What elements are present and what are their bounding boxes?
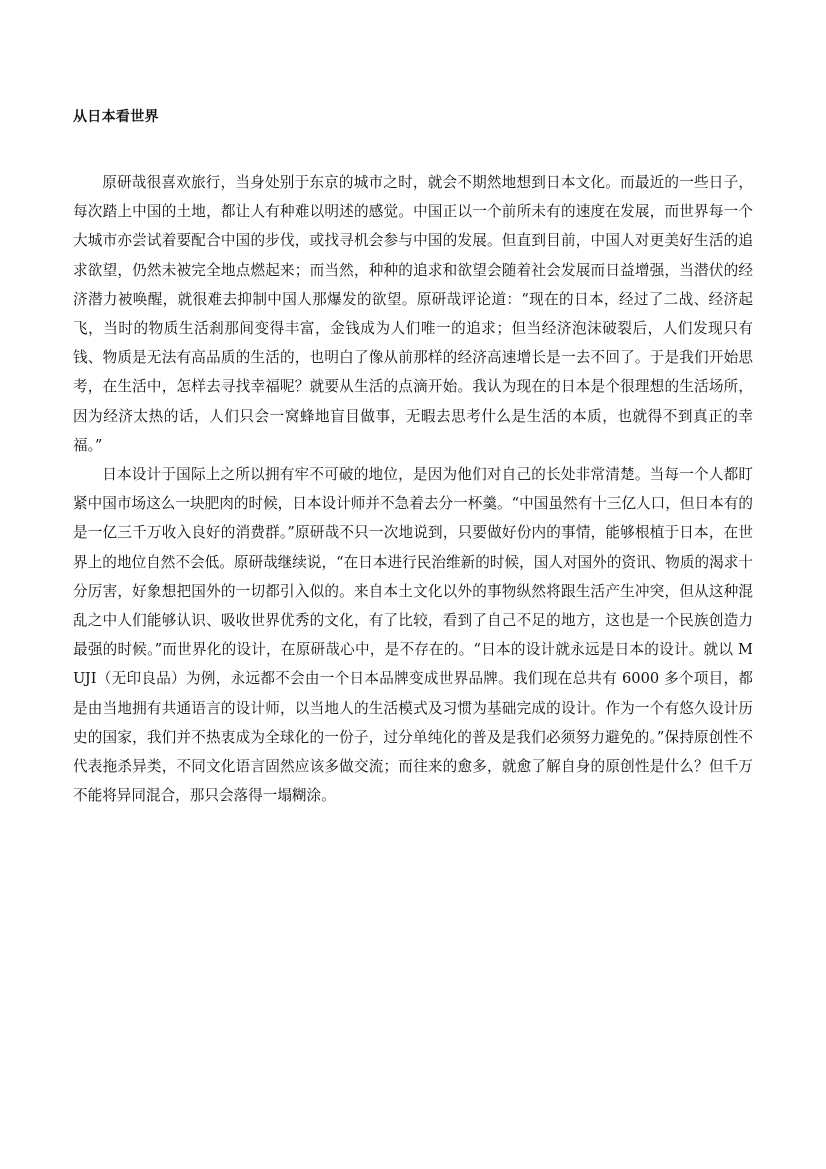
document-title: 从日本看世界	[73, 109, 159, 125]
paragraph-travel-and-happiness: 原研哉很喜欢旅行，当身处别于东京的城市之时，就会不期然地想到日本文化。而最近的一些日子，每次踏上中国的土地，都让人有种难以明述的感觉。中国正以一个前所未有的速度在发展，而世界每一个大城市亦尝试着要配合中国的步伐，或找寻机会参与中国的发展。但直到目前，中国人对更美好生活的追求欲望，仍然未被完全地点燃起来；而当然，种种的追求和欲望会随着社会发展而日益增强，当潜伏的经济潜力被唤醒，就很难去抑制中国人那爆发的欲望。原研哉评论道：“现在的日本，经过了二战、经济起飞，当时的物质生活刹那间变得丰富，金钱成为人们唯一的追求；但当经济泡沫破裂后，人们发现只有钱、物质是无法有高品质的生活的，也明白了像从前那样的经济高速增长是一去不回了。于是我们开始思考，在生活中，怎样去寻找幸福呢？就要从生活的点滴开始。我认为现在的日本是个很理想的生活场所，因为经济太热的话，人们只会一窝蜂地盲目做事，无暇去思考什么是生活的本质，也就得不到真正的幸福。”	[73, 174, 753, 454]
document-body	[73, 168, 753, 810]
paragraph-japanese-design-identity: 日本设计于国际上之所以拥有牢不可破的地位，是因为他们对自己的长处非常清楚。当每一个人都盯紧中国市场这么一块肥肉的时候，日本设计师并不急着去分一杯羹。“中国虽然有十三亿人口，但日本有的是一亿三千万收入良好的消费群。”原研哉不只一次地说到，只要做好份内的事情，能够根植于日本，在世界上的地位自然不会低。原研哉继续说，“在日本进行民治维新的时候，国人对国外的资讯、物质的渴求十分厉害，好象想把国外的一切都引入似的。来自本土文化以外的事物纵然将跟生活产生冲突，但从这种混乱之中人们能够认识、吸收世界优秀的文化，有了比较，看到了自己不足的地方，这也是一个民族创造力最强的时候。”而世界化的设计，在原研哉心中，是不存在的。“日本的设计就永远是日本的设计。就以 MUJI（无印良品）为例，永远都不会由一个日本品牌变成世界品牌。我们现在总共有 6000 多个项目，都是由当地拥有共通语言的设计师，以当地人的生活模式及习惯为基础完成的设计。作为一个有悠久设计历史的国家，我们并不热衷成为全球化的一份子，过分单纯化的普及是我们必须努力避免的。”保持原创性不代表拖杀异类，不同文化语言固然应该多做交流；而往来的愈多，就愈了解自身的原创性是什么？但千万不能将异同混合，那只会落得一塌糊涂。	[73, 466, 753, 805]
